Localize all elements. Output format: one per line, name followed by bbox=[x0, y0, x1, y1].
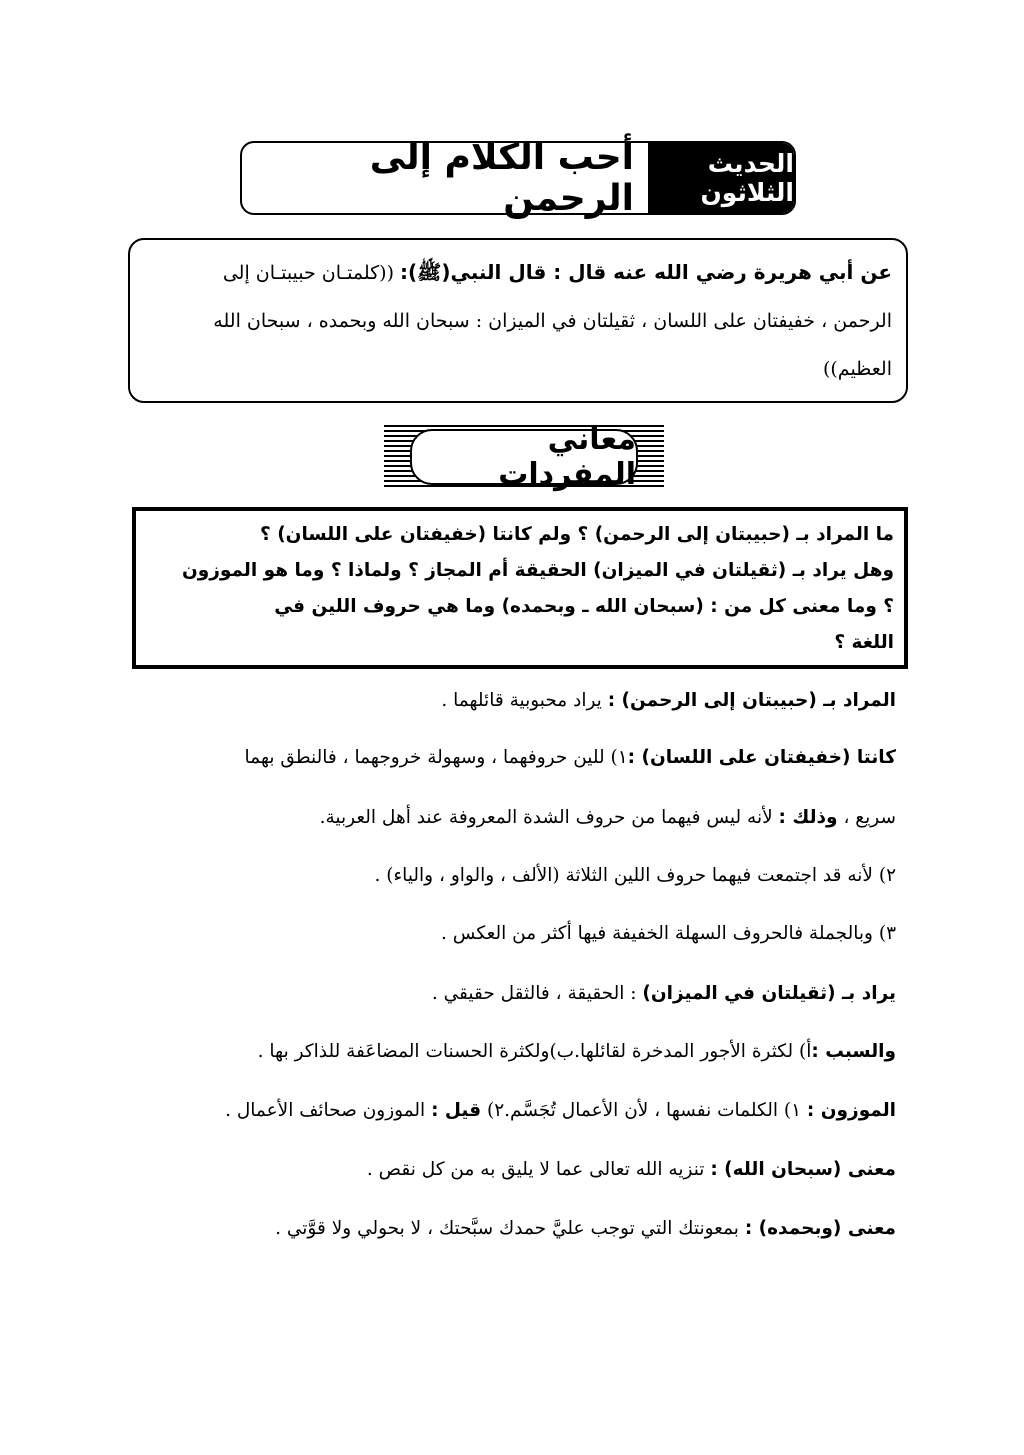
answer-line-4: ٢) لأنه قد اجتمعت فيهما حروف اللين الثلاثة (الألف ، والواو ، والياء) . bbox=[374, 865, 896, 886]
title-box bbox=[240, 137, 796, 219]
answer-text: تنزيه الله تعالى عما لا يليق به من كل نقص . bbox=[366, 1159, 711, 1180]
answer-term: والسبب : bbox=[811, 1041, 896, 1062]
answer-term: كانتا (خفيفتان على اللسان) : bbox=[627, 747, 896, 768]
answer-line-1 bbox=[441, 686, 896, 716]
answer-term: المراد بـ (حبيبتان إلى الرحمن) : bbox=[607, 690, 896, 711]
answer-line-10 bbox=[275, 1214, 896, 1244]
answer-line-5: ٣) وبالجملة فالحروف السهلة الخفيفة فيها أكثر من العكس . bbox=[441, 923, 896, 944]
answer-term: وذلك : bbox=[778, 807, 838, 828]
hadith-number-badge: الحديث الثلاثون bbox=[648, 143, 794, 213]
answer-term: يراد بـ (ثقيلتان في الميزان) bbox=[642, 983, 896, 1004]
answer-text: ١) للين حروفهما ، وسهولة خروجهما ، فالنطق بهما bbox=[244, 747, 628, 768]
answer-text: بمعونتك التي توجب عليَّ حمدك سبَّحتك ، لا بحولي ولا قوَّتي . bbox=[275, 1218, 745, 1239]
answer-text: ١) الكلمات نفسها ، لأن الأعمال تُجَسَّم.٢) bbox=[481, 1100, 807, 1121]
answer-text: أ) لكثرة الأجور المدخرة لقائلها.ب)ولكثرة الحسنات المضاعَفة للذاكر بها . bbox=[257, 1041, 812, 1062]
answer-term: معنى (وبحمده) : bbox=[744, 1218, 896, 1239]
question-line-3: ؟ وما معنى كل من : (سبحان الله ـ وبحمده) وما هي حروف اللين في bbox=[274, 596, 894, 617]
answer-text: الموزون صحائف الأعمال . bbox=[225, 1100, 432, 1121]
answer-text: يراد محبوبية قائلهما . bbox=[441, 690, 608, 711]
answer-term: الموزون : bbox=[806, 1100, 896, 1121]
answer-text: سريع ، bbox=[837, 807, 896, 828]
answer-line-6 bbox=[432, 979, 896, 1009]
hadith-line-1 bbox=[144, 248, 892, 297]
question-line-1: ما المراد بـ (حبيبتان إلى الرحمن) ؟ ولم كانتا (خفيفتان على اللسان) ؟ bbox=[260, 524, 894, 545]
answer-line-3 bbox=[320, 803, 896, 833]
page-title: أحب الكلام إلى الرحمن bbox=[369, 137, 634, 219]
question-line-4: اللغة ؟ bbox=[834, 632, 894, 653]
answer-term: معنى (سبحان الله) : bbox=[710, 1159, 896, 1180]
answer-text: لأنه ليس فيهما من حروف الشدة المعروفة عند أهل العربية. bbox=[319, 807, 779, 828]
section-title: معاني المفردات bbox=[410, 429, 638, 485]
hadith-line-3: العظيم)) bbox=[822, 358, 892, 380]
hadith-text-box bbox=[128, 238, 908, 403]
questions-box bbox=[132, 507, 908, 669]
hadith-narrator: عن أبي هريرة رضي الله عنه قال : قال النبي(ﷺ): bbox=[400, 260, 892, 284]
section-banner bbox=[384, 422, 664, 492]
answer-text: : الحقيقة ، فالثقل حقيقي . bbox=[431, 983, 643, 1004]
answer-line-9 bbox=[367, 1155, 896, 1185]
answer-term: قيل : bbox=[431, 1100, 482, 1121]
answer-line-8 bbox=[225, 1096, 896, 1126]
hadith-line-2: الرحمن ، خفيفتان على اللسان ، ثقيلتان في الميزان : سبحان الله وبحمده ، سبحان الله bbox=[213, 310, 892, 332]
answer-line-2 bbox=[146, 743, 896, 773]
question-line-2: وهل يراد بـ (ثقيلتان في الميزان) الحقيقة أم المجاز ؟ ولماذا ؟ وما هو الموزون bbox=[181, 560, 894, 581]
hadith-text-start: ((كلمتـان حبيبتـان إلى bbox=[222, 262, 401, 284]
answer-line-7 bbox=[258, 1037, 896, 1067]
